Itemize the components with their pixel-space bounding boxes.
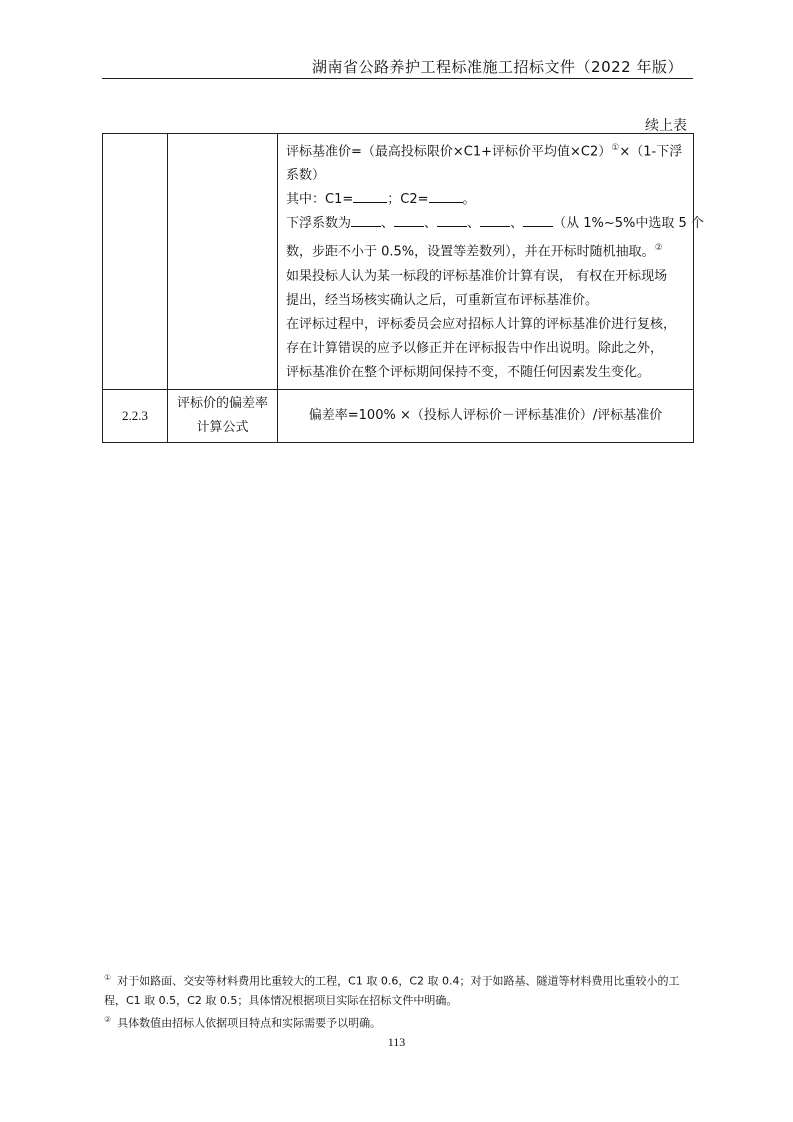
document-header-title: 湖南省公路养护工程标准施工招标文件（2022 年版） <box>312 58 683 76</box>
footnote-item <box>104 1010 694 1033</box>
line-text: 评标基准价在整个评标期间保持不变，不随任何因素发生变化。 <box>286 364 651 380</box>
c1-blank <box>353 188 387 203</box>
content-line <box>286 236 687 264</box>
content-line <box>286 361 687 385</box>
coefficient-line <box>286 188 687 212</box>
footnote-text: 具体数值由招标人依据项目特点和实际需要予以明确。 <box>117 1016 382 1030</box>
content-line <box>286 337 687 361</box>
line-end: 。 <box>462 192 476 208</box>
header-divider <box>102 78 693 79</box>
footnote-mark: ② <box>104 1014 112 1024</box>
line-text: 数，步距不小于 0.5%，设置等差数列），并在开标时随机抽取。 <box>286 244 655 260</box>
footnote-ref-1: ① <box>611 143 620 153</box>
decrease-blank <box>523 212 553 227</box>
decrease-blank <box>351 212 381 227</box>
line-text: 评标基准价=（最高投标限价×C1+评标价平均值×C2） <box>286 144 612 160</box>
decrease-coefficient-line <box>286 212 704 236</box>
clause-label-cell <box>168 134 278 390</box>
deviation-formula-cell: 偏差率=100% ×（投标人评标价－评标基准价）/评标基准价 <box>278 389 694 442</box>
line-text: 存在计算错误的应予以修正并在评标报告中作出说明。除此之外， <box>286 340 664 356</box>
separator: 、 <box>467 216 481 232</box>
footnote-mark: ① <box>104 973 112 982</box>
clause-number-cell <box>103 134 168 390</box>
decrease-blank <box>394 212 424 227</box>
c2-label: ；C2= <box>387 192 429 208</box>
content-line <box>286 313 687 337</box>
continued-table-label: 续上表 <box>645 118 687 134</box>
decrease-blank <box>480 212 510 227</box>
decrease-label: 下浮系数为 <box>286 216 352 232</box>
content-line <box>286 289 687 313</box>
footnote-text: 对于如路面、交安等材料费用比重较大的工程，C1 取 0.6，C2 取 0.4；对于如路基、隧道等材料费用比重较小的工程，C1 取 0.5，C2 取 0.5；具体情况根据项目实际在招标文件中明确。 <box>104 974 680 1007</box>
decrease-blank <box>437 212 467 227</box>
c2-blank <box>429 188 463 203</box>
footnote-item <box>104 968 694 1010</box>
clause-label-cell: 评标价的偏差率计算公式 <box>168 389 278 442</box>
footnote-ref-2: ② <box>654 243 663 254</box>
c1-label: 其中：C1= <box>286 192 354 208</box>
page-number: 113 <box>387 1035 406 1049</box>
separator: 、 <box>381 216 395 232</box>
clause-number-cell: 2.2.3 <box>103 389 168 442</box>
line-text: （从 1%~5%中选取 5 个 <box>553 216 704 232</box>
content-line <box>286 265 687 289</box>
content-line <box>286 136 687 164</box>
line-text: 如果投标人认为某一标段的评标基准价计算有误， 有权在开标现场 <box>286 268 668 284</box>
table-row <box>103 134 694 390</box>
line-text: 系数） <box>286 168 326 184</box>
separator: 、 <box>424 216 438 232</box>
criteria-table <box>102 133 704 443</box>
line-text: 在评标过程中，评标委员会应对招标人计算的评标基准价进行复核， <box>286 316 677 332</box>
content-line <box>286 164 687 188</box>
clause-content-cell <box>278 134 704 390</box>
separator: 、 <box>510 216 524 232</box>
line-text: 提出，经当场核实确认之后，可重新宣布评标基准价。 <box>286 292 599 308</box>
footnotes <box>104 968 694 1032</box>
line-text: ×（1-下浮 <box>619 144 683 160</box>
table-row <box>103 389 694 442</box>
